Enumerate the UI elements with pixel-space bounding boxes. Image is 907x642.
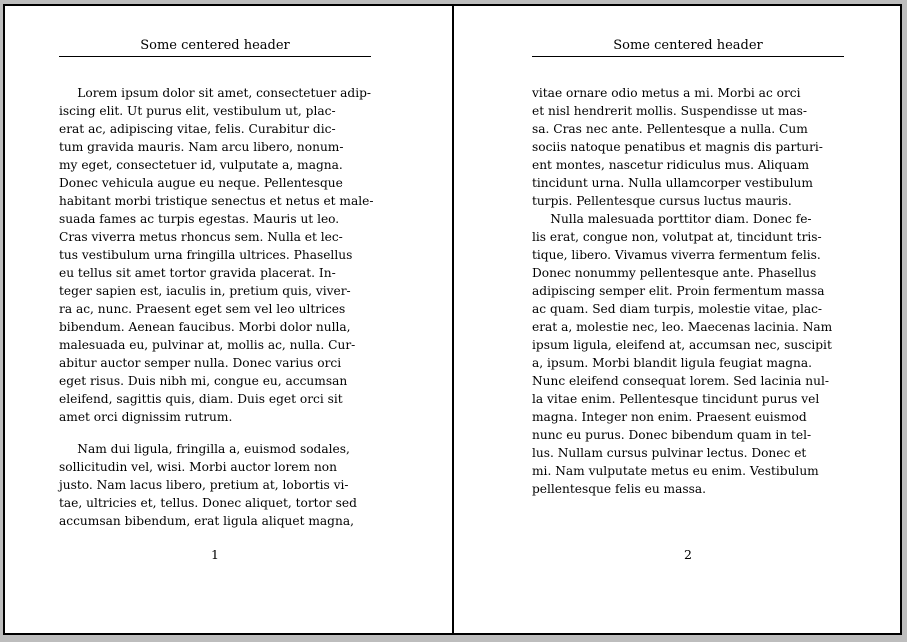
text-line: erat ac, adipiscing vitae, felis. Curabitur dic- <box>59 122 336 136</box>
text-line: mi. Nam vulputate metus eu enim. Vestibulum <box>532 464 819 478</box>
text-line: tincidunt urna. Nulla ullamcorper vestibulum <box>532 176 813 190</box>
text-line: et nisl hendrerit mollis. Suspendisse ut mas- <box>532 104 808 118</box>
text-line: Donec nonummy pellentesque ante. Phasellus <box>532 266 817 280</box>
text-line: tae, ultricies et, tellus. Donec aliquet, tortor sed <box>59 496 357 510</box>
text-line: Nulla malesuada porttitor diam. Donec fe- <box>532 212 812 226</box>
text-line: a, ipsum. Morbi blandit ligula feugiat magna. <box>532 356 813 370</box>
page-number: 1 <box>211 547 219 562</box>
text-line: eu tellus sit amet tortor gravida placerat. In- <box>59 266 336 280</box>
text-line: tum gravida mauris. Nam arcu libero, nonum- <box>59 140 344 154</box>
text-line: ac quam. Sed diam turpis, molestie vitae, plac- <box>532 302 823 316</box>
text-line: lis erat, congue non, volutpat at, tincidunt tris- <box>532 230 822 244</box>
text-line: adipiscing semper elit. Proin fermentum massa <box>532 284 825 298</box>
text-line: sociis natoque penatibus et magnis dis parturi- <box>532 140 823 154</box>
text-line: pellentesque felis eu massa. <box>532 482 707 496</box>
text-line: lus. Nullam cursus pulvinar lectus. Donec et <box>532 446 807 460</box>
text-line: sa. Cras nec ante. Pellentesque a nulla. Cum <box>532 122 808 136</box>
text-line: la vitae enim. Pellentesque tincidunt purus vel <box>532 392 820 406</box>
text-line: ent montes, nascetur ridiculus mus. Aliquam <box>532 158 809 172</box>
text-line: my eget, consectetuer id, vulputate a, magna. <box>59 158 343 172</box>
text-line: ra ac, nunc. Praesent eget sem vel leo ultrices <box>59 302 346 316</box>
text-line: malesuada eu, pulvinar at, mollis ac, nulla. Cur- <box>59 338 356 352</box>
text-line: justo. Nam lacus libero, pretium at, lobortis vi- <box>59 478 349 492</box>
page-body <box>532 84 844 498</box>
text-line: Donec vehicula augue eu neque. Pellentesque <box>59 176 343 190</box>
text-line: turpis. Pellentesque cursus luctus mauris. <box>532 194 792 208</box>
text-line: Nam dui ligula, fringilla a, euismod sodales, <box>59 442 350 456</box>
text-line: eleifend, sagittis quis, diam. Duis eget orci sit <box>59 392 343 406</box>
page-1 <box>3 4 454 635</box>
text-line: abitur auctor semper nulla. Donec varius orci <box>59 356 342 370</box>
text-line: Lorem ipsum dolor sit amet, consectetuer adip- <box>59 86 372 100</box>
text-line: magna. Integer non enim. Praesent euismod <box>532 410 807 424</box>
text-line: teger sapien est, iaculis in, pretium quis, viver- <box>59 284 351 298</box>
paragraph-gap <box>59 426 371 440</box>
text-line: Nunc eleifend consequat lorem. Sed lacinia nul- <box>532 374 830 388</box>
text-line: bibendum. Aenean faucibus. Morbi dolor nulla, <box>59 320 351 334</box>
text-line: ipsum ligula, eleifend at, accumsan nec, suscipit <box>532 338 832 352</box>
text-line: nunc eu purus. Donec bibendum quam in tel- <box>532 428 812 442</box>
text-line: erat a, molestie nec, leo. Maecenas lacinia. Nam <box>532 320 833 334</box>
text-line: suada fames ac turpis egestas. Mauris ut leo. <box>59 212 340 226</box>
page-body <box>59 84 374 530</box>
text-line: iscing elit. Ut purus elit, vestibulum ut, plac- <box>59 104 336 118</box>
page-header: Some centered header <box>532 38 844 57</box>
text-line: vitae ornare odio metus a mi. Morbi ac orci <box>532 86 801 100</box>
text-line: tus vestibulum urna fringilla ultrices. Phasellus <box>59 248 353 262</box>
page-number: 2 <box>684 547 692 562</box>
text-line: accumsan bibendum, erat ligula aliquet magna, <box>59 514 354 528</box>
page-2 <box>452 4 902 635</box>
text-line: Cras viverra metus rhoncus sem. Nulla et lec- <box>59 230 343 244</box>
text-line: tique, libero. Vivamus viverra fermentum felis. <box>532 248 821 262</box>
page-header: Some centered header <box>59 38 371 57</box>
text-line: amet orci dignissim rutrum. <box>59 410 233 424</box>
text-line: sollicitudin vel, wisi. Morbi auctor lorem non <box>59 460 337 474</box>
text-line: eget risus. Duis nibh mi, congue eu, accumsan <box>59 374 348 388</box>
text-line: habitant morbi tristique senectus et netus et male- <box>59 194 374 208</box>
